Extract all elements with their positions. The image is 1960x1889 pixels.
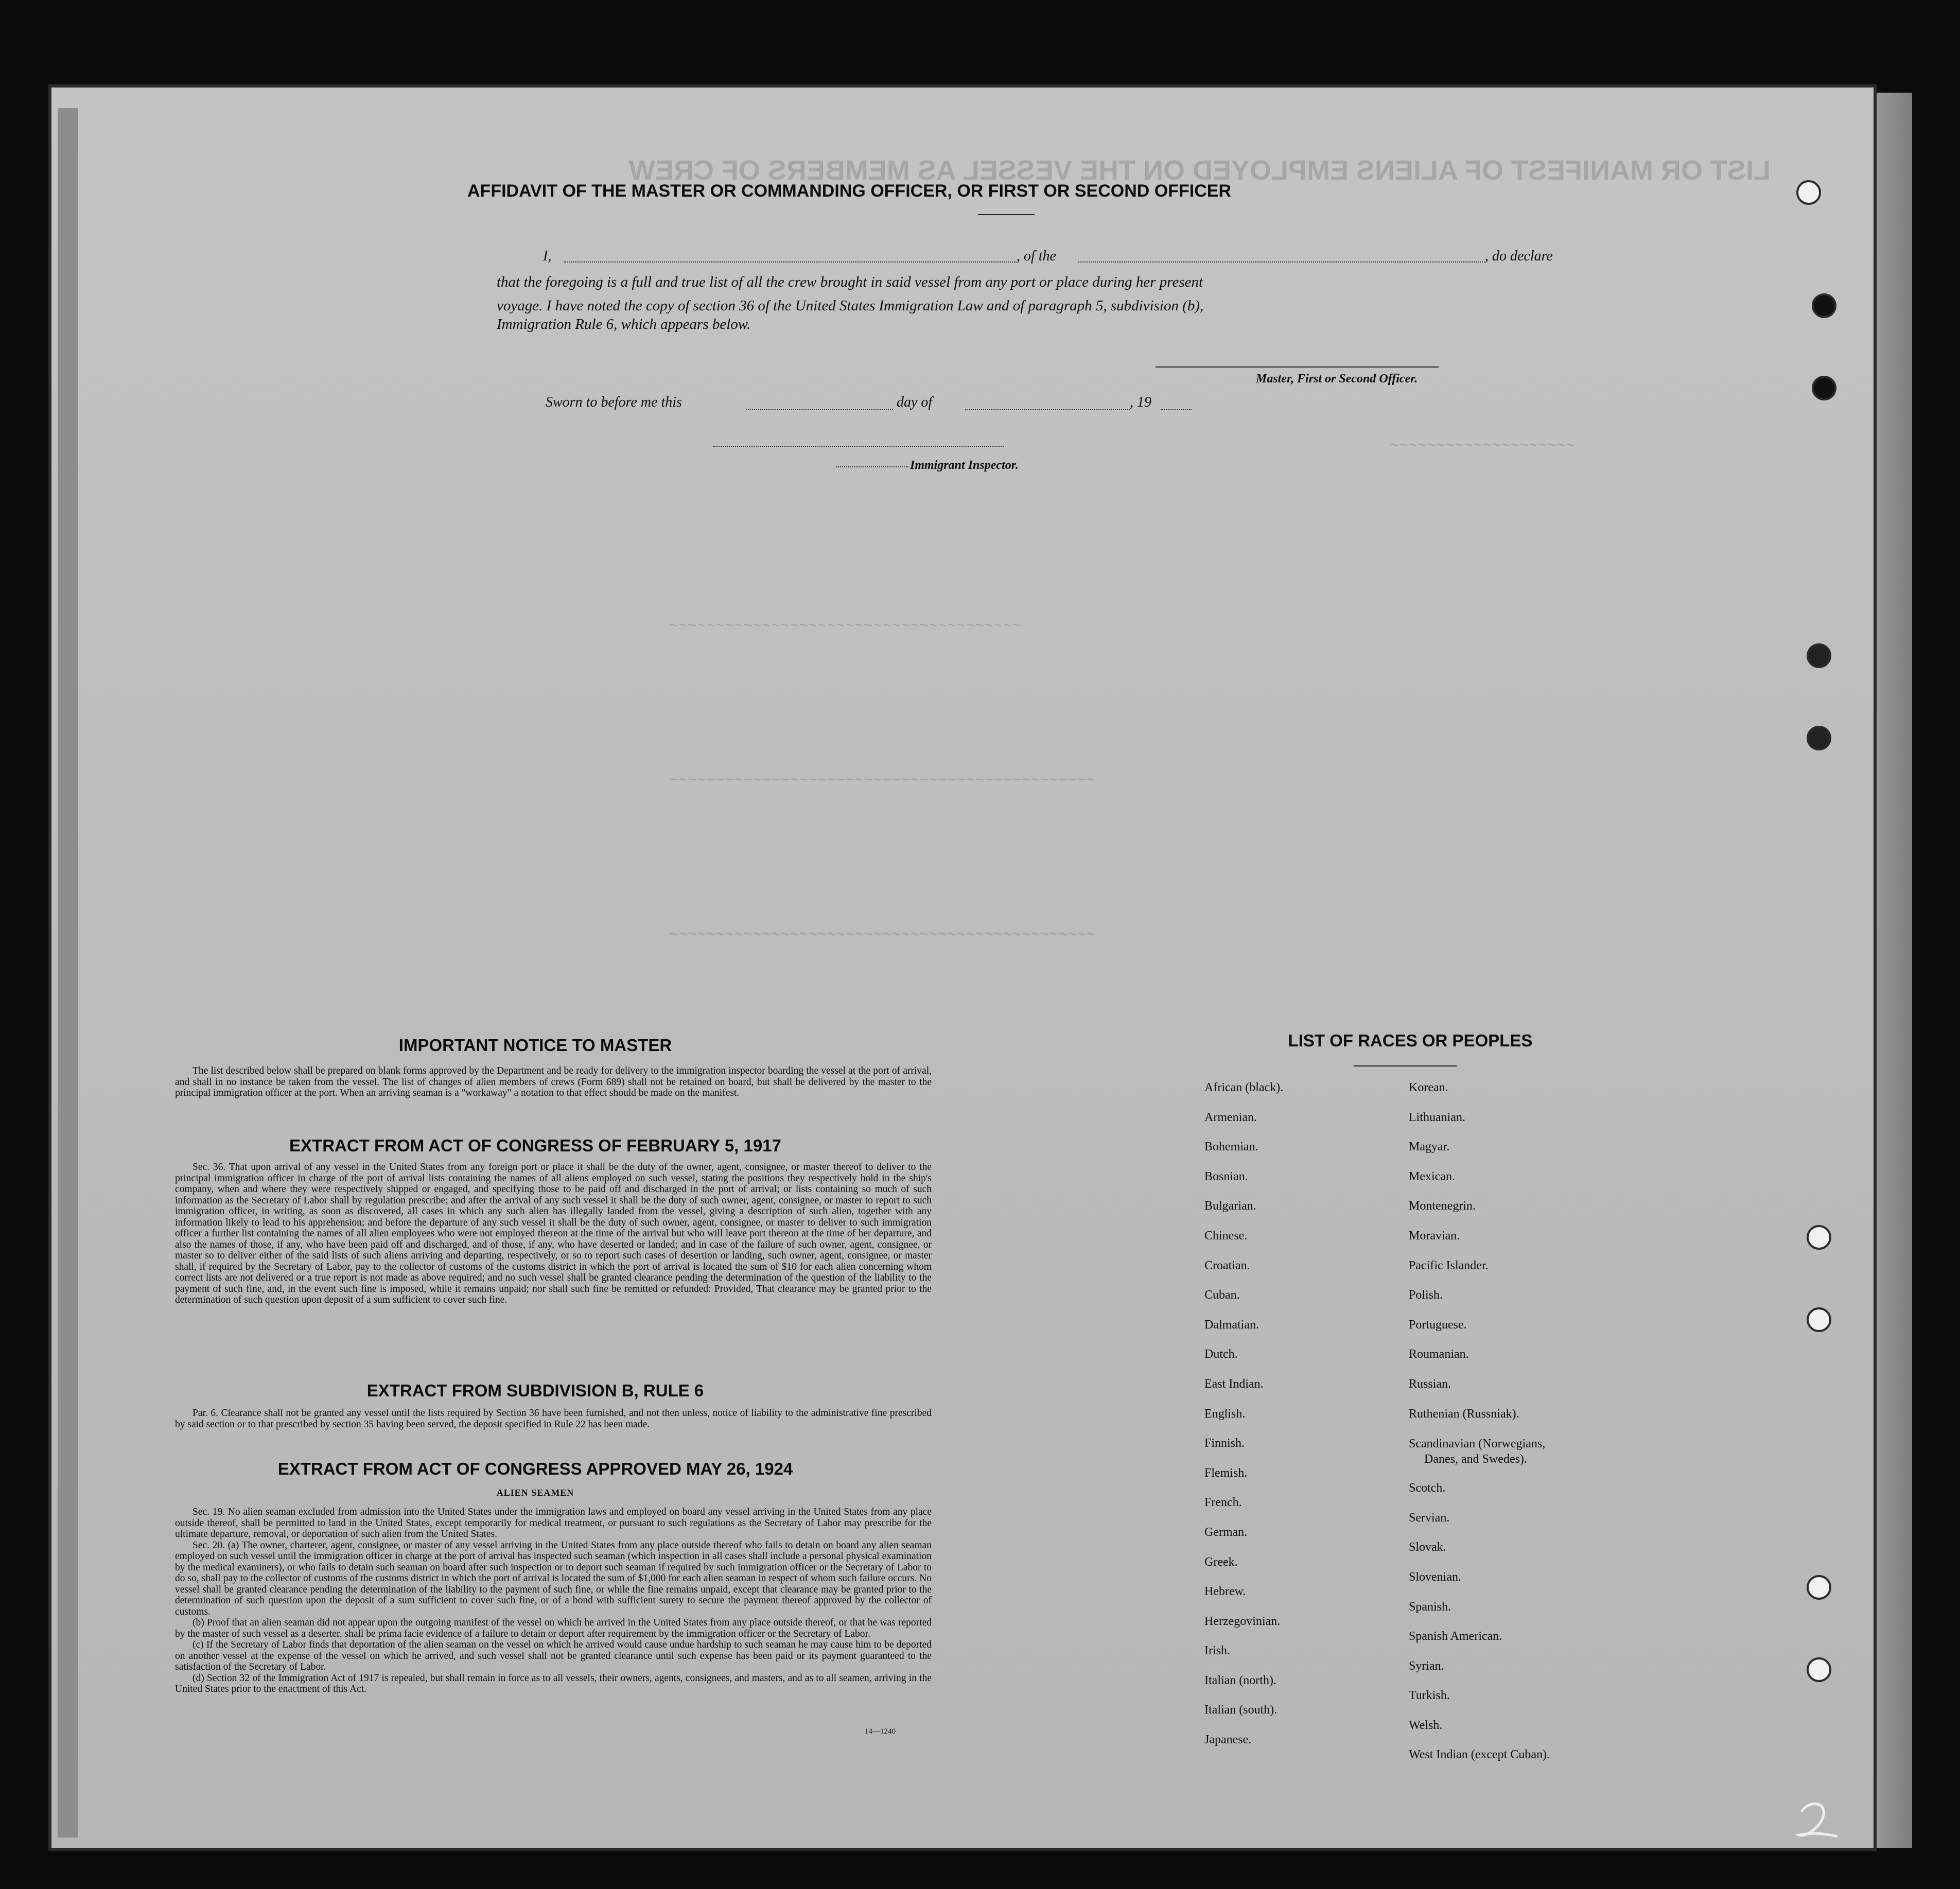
race-entry: Bohemian. (1204, 1140, 1258, 1154)
binding-strip (58, 108, 78, 1838)
day-of-text: day of (897, 394, 933, 410)
affidavit-declare: , do declare (1485, 248, 1553, 264)
race-entry: Magyar. (1409, 1140, 1450, 1154)
month-blank (965, 409, 1130, 410)
race-entry: Moravian. (1409, 1229, 1460, 1243)
affidavit-title: AFFIDAVIT OF THE MASTER OR COMMANDING OFFICER, OR FIRST OR SECOND OFFICER (467, 181, 1231, 201)
race-entry: Spanish. (1409, 1600, 1451, 1614)
handwritten-page-mark (1794, 1796, 1840, 1843)
notice-title: IMPORTANT NOTICE TO MASTER (398, 1036, 672, 1055)
race-entry: West Indian (except Cuban). (1409, 1748, 1550, 1762)
year-blank (1161, 409, 1192, 410)
extract-1917-title: EXTRACT FROM ACT OF CONGRESS OF FEBRUARY 5, 1917 (289, 1136, 781, 1155)
section-20a-paragraph: Sec. 20. (a) The owner, charterer, agent, consignee, or master of any vessel arriving in the United States from any place outside thereof who fails to detain on board any alien seaman employed on such vessel until the immigration officer in charge at the port of arrival has inspected such seaman (which inspection in all cases shall include a personal physical examination by the medical examiners), or who fails to detain such seaman on board after such inspection or to deport such seaman if required by such immigration officer or the Secretary of Labor to do so, shall pay to the collector of customs of the customs district in which the port of arrival is located the sum of $1,000 for each alien seaman in respect of whom such failure occurs. No vessel shall be granted clearance pending the determination of the liability to the payment of such fine, or while the fine remains unpaid, except that clearance may be granted prior to the determination of such question upon the deposit of a sum sufficient to cover such fine, or of a bond with sufficient surety to secure the payment thereof approved by the collector of customs. (175, 1540, 932, 1617)
section-36-paragraph: Sec. 36. That upon arrival of any vessel in the United States from any foreign port or place it shall be the duty of the owner, agent, consignee, or master thereof to deliver to the principal immigration officer in charge of the port of arrival lists containing the names of all aliens employed on such vessel, stating the positions they respectively hold in the ship's company, when and where they were respectively shipped or engaged, and specifying those to be paid off and discharged in the port of arrival; or lists containing so much of such information as the Secretary of Labor shall by regulation prescribe; and after the arrival of any such vessel it shall be the duty of such owner, agent, consignee, or master to report to such immigration officer, in writing, as soon as discovered, all cases in which any such alien has illegally landed from the vessel, giving a description of such alien, together with any information likely to lead to his apprehension; and before the departure of any such vessel it shall be the duty of such owner, agent, consignee, or master to deliver to such immigration officer a further list containing the names of all alien employees who were not employed thereon at the time of the arrival but who will leave port thereon at the time of her departure, and also the names of those, if any, who have been paid off and discharged, and of those, if any, who have deserted or landed; and in case of the failure of such owner, agent, consignee, or master so to deliver either of the said lists of such aliens arriving and departing, respectively, or so to report such cases of desertion or landing, such owner, agent, consignee, or master shall, if required by the Secretary of Labor, pay to the collector of customs of the customs district in which the port of arrival is located the sum of $10 for each alien concerning whom correct lists are not delivered or a true report is not made as above required; and no such vessel shall be granted clearance pending the determination of the question of the liability to the payment of such fine, and, in the event such fine is imposed, while it remains unpaid; nor shall such fine be remitted or refunded: Provided, That clearance may be granted prior to the determination of such question upon deposit of a sum sufficient to cover such fine. (175, 1162, 932, 1305)
form-number: 14—1240 (865, 1727, 896, 1736)
binder-hole (1807, 643, 1831, 668)
race-entry: Slovak. (1409, 1541, 1446, 1554)
race-entry: Japanese. (1204, 1733, 1252, 1747)
race-entry: Italian (north). (1204, 1673, 1276, 1687)
day-blank (746, 409, 893, 410)
race-entry: Irish. (1204, 1644, 1230, 1658)
bleed-through-mark: ~~~~~~~~~~~~~~~~~~~~~~~~~~~~~~~~~~~~~~~~~~~~~~ (669, 926, 1096, 944)
section-20b-paragraph: (b) Proof that an alien seaman did not appear upon the outgoing manifest of the vessel on which he arrived in the United States from any place outside thereof, or that he was reported by the master of such vessel as a deserter, shall be prima facie evidence of a failure to detain or deport after requirement by the immigration officer or the Secretary of Labor. (175, 1617, 932, 1639)
race-entry: Portuguese. (1409, 1318, 1467, 1332)
affidavit-i: I, (543, 248, 552, 264)
page-edge-strip (1874, 93, 1912, 1848)
race-entry: East Indian. (1204, 1377, 1264, 1391)
race-entry: Herzegovinian. (1204, 1614, 1281, 1628)
affidavit-line-2: that the foregoing is a full and true list of all the crew brought in said vessel from any port or place during her present (497, 274, 1203, 290)
binder-hole (1807, 1657, 1831, 1682)
race-entry: Montenegrin. (1409, 1199, 1476, 1213)
bleed-through-title: LIST OR MANIFEST OF ALIENS EMPLOYED ON THE VESSEL AS MEMBERS OF CREW (628, 155, 1771, 186)
inspector-signature-line (713, 446, 1004, 447)
races-left-column (1204, 1073, 1283, 1755)
section-20c-paragraph: (c) If the Secretary of Labor finds that deportation of the alien seaman on the vessel on which he arrived would cause undue hardship to such seaman he may cause him to be deported on another vessel at the expense of the vessel on which he arrived, and such vessel shall not be granted clearance until such expense has been paid or its payment guaranteed to the satisfaction of the Secretary of Labor. (175, 1639, 932, 1672)
race-entry: African (black). (1204, 1081, 1284, 1094)
notice-paragraph: The list described below shall be prepared on blank forms approved by the Department and be ready for delivery to the immigration inspector boarding the vessel at the port of arrival, and shall in no instance be taken from the vessel. The list of changes of alien members of crews (Form 689) shall not be retained on board, but shall be delivered by the master to the principal immigration officer at the port. When an arriving seaman is a "workaway" a notation to that effect should be made on the manifest. (175, 1065, 932, 1098)
binder-hole (1812, 293, 1836, 318)
vessel-blank (1078, 261, 1485, 263)
race-entry: Finnish. (1204, 1437, 1245, 1450)
race-entry: Italian (south). (1204, 1703, 1277, 1717)
affidavit-of-the: , of the (1017, 248, 1056, 264)
binder-hole (1807, 1225, 1831, 1250)
race-entry: Syrian. (1409, 1659, 1444, 1673)
binder-hole (1807, 1575, 1831, 1600)
races-title: LIST OF RACES OR PEOPLES (1288, 1031, 1533, 1050)
rule-6-text (175, 1408, 932, 1430)
binder-hole (1812, 376, 1836, 400)
races-right-column (1409, 1073, 1550, 1770)
binder-hole (1807, 1307, 1831, 1332)
race-entry: German. (1204, 1525, 1248, 1539)
race-entry: English. (1204, 1407, 1246, 1421)
extract-1924-title: EXTRACT FROM ACT OF CONGRESS APPROVED MAY 26, 1924 (277, 1459, 793, 1478)
extract-1917-text (175, 1162, 932, 1306)
bleed-through-mark: ~~~~~~~~~~~~~~~~~~~~~~~~~~~~~~~~~~~~~~ (669, 618, 1022, 635)
inspector-label: Immigrant Inspector. (910, 459, 1019, 472)
race-entry: Scotch. (1409, 1481, 1446, 1495)
race-entry: Slovenian. (1409, 1570, 1461, 1584)
inspector-label-rule (836, 466, 908, 467)
race-entry: Pacific Islander. (1409, 1258, 1489, 1272)
race-entry: Polish. (1409, 1288, 1443, 1302)
alien-seamen-subtitle: ALIEN SEAMEN (496, 1488, 574, 1498)
race-entry: Armenian. (1204, 1110, 1257, 1124)
binder-hole (1796, 180, 1821, 205)
notice-text (175, 1065, 932, 1099)
title-rule (978, 214, 1035, 215)
race-entry: Lithuanian. (1409, 1110, 1465, 1124)
master-signature-line (1156, 366, 1439, 368)
race-entry: Korean. (1409, 1081, 1448, 1094)
rule-6-title: EXTRACT FROM SUBDIVISION B, RULE 6 (366, 1381, 704, 1400)
race-entry: Russian. (1409, 1377, 1451, 1391)
section-20d-paragraph: (d) Section 32 of the Immigration Act of 1917 is repealed, but shall remain in force as to all vessels, their owners, agents, consignees, and masters, and as to all seamen, arriving in the United States prior to the enactment of this Act. (175, 1672, 932, 1694)
race-entry: Roumanian. (1409, 1348, 1469, 1361)
extract-1924-text (175, 1507, 932, 1695)
race-entry: Servian. (1409, 1511, 1450, 1525)
race-entry: Ruthenian (Russniak). (1409, 1407, 1519, 1421)
bleed-through-mark: ~~~~~~~~~~~~~~~~~~~~ (1390, 438, 1576, 455)
race-entry: Danes, and Swedes). (1424, 1453, 1527, 1466)
race-entry: French. (1204, 1496, 1242, 1510)
race-entry: Cuban. (1204, 1288, 1240, 1302)
affidavit-line-3: voyage. I have noted the copy of section 36 of the United States Immigration Law and of paragraph 5, subdivision (b), (497, 298, 1204, 314)
sworn-text: Sworn to before me this (546, 394, 682, 410)
race-entry: Croatian. (1204, 1258, 1250, 1272)
race-entry: Flemish. (1204, 1466, 1248, 1480)
race-entry: Chinese. (1204, 1229, 1248, 1243)
rule-6-paragraph: Par. 6. Clearance shall not be granted any vessel until the lists required by Section 36 have been furnished, and not then unless, notice of liability to the administrative fine prescribed by said section or to that prescribed by section 35 having been served, the deposit specified in Rule 22 has been made. (175, 1408, 932, 1430)
race-entry: Spanish American. (1409, 1630, 1502, 1643)
race-entry: Dutch. (1204, 1348, 1238, 1361)
race-entry: Bulgarian. (1204, 1199, 1256, 1213)
race-entry: Turkish. (1409, 1689, 1450, 1703)
master-signature-label: Master, First or Second Officer. (1256, 372, 1418, 386)
races-title-rule (1354, 1065, 1457, 1066)
race-entry: Hebrew. (1204, 1585, 1246, 1599)
binder-hole (1807, 726, 1831, 750)
section-19-paragraph: Sec. 19. No alien seaman excluded from admission into the United States under the immigration laws and employed on board any vessel arriving in the United States from any place outside thereof, shall be permitted to land in the United States, except temporarily for medical treatment, or pursuant to such regulations as the Secretary of Labor may prescribe for the ultimate departure, removal, or deportation of such alien from the United States. (175, 1507, 932, 1540)
race-entry: Mexican. (1409, 1169, 1455, 1183)
year-text: , 19 (1130, 394, 1151, 410)
race-entry: Greek. (1204, 1555, 1238, 1569)
race-entry: Scandinavian (Norwegians, (1409, 1437, 1546, 1451)
race-entry: Dalmatian. (1204, 1318, 1259, 1332)
affidavit-line-4: Immigration Rule 6, which appears below. (497, 316, 751, 333)
bleed-through-mark: ~~~~~~~~~~~~~~~~~~~~~~~~~~~~~~~~~~~~~~~~~~~~~~ (669, 772, 1096, 790)
name-blank (564, 261, 1017, 263)
race-entry: Bosnian. (1204, 1169, 1248, 1183)
race-entry: Welsh. (1409, 1718, 1443, 1732)
